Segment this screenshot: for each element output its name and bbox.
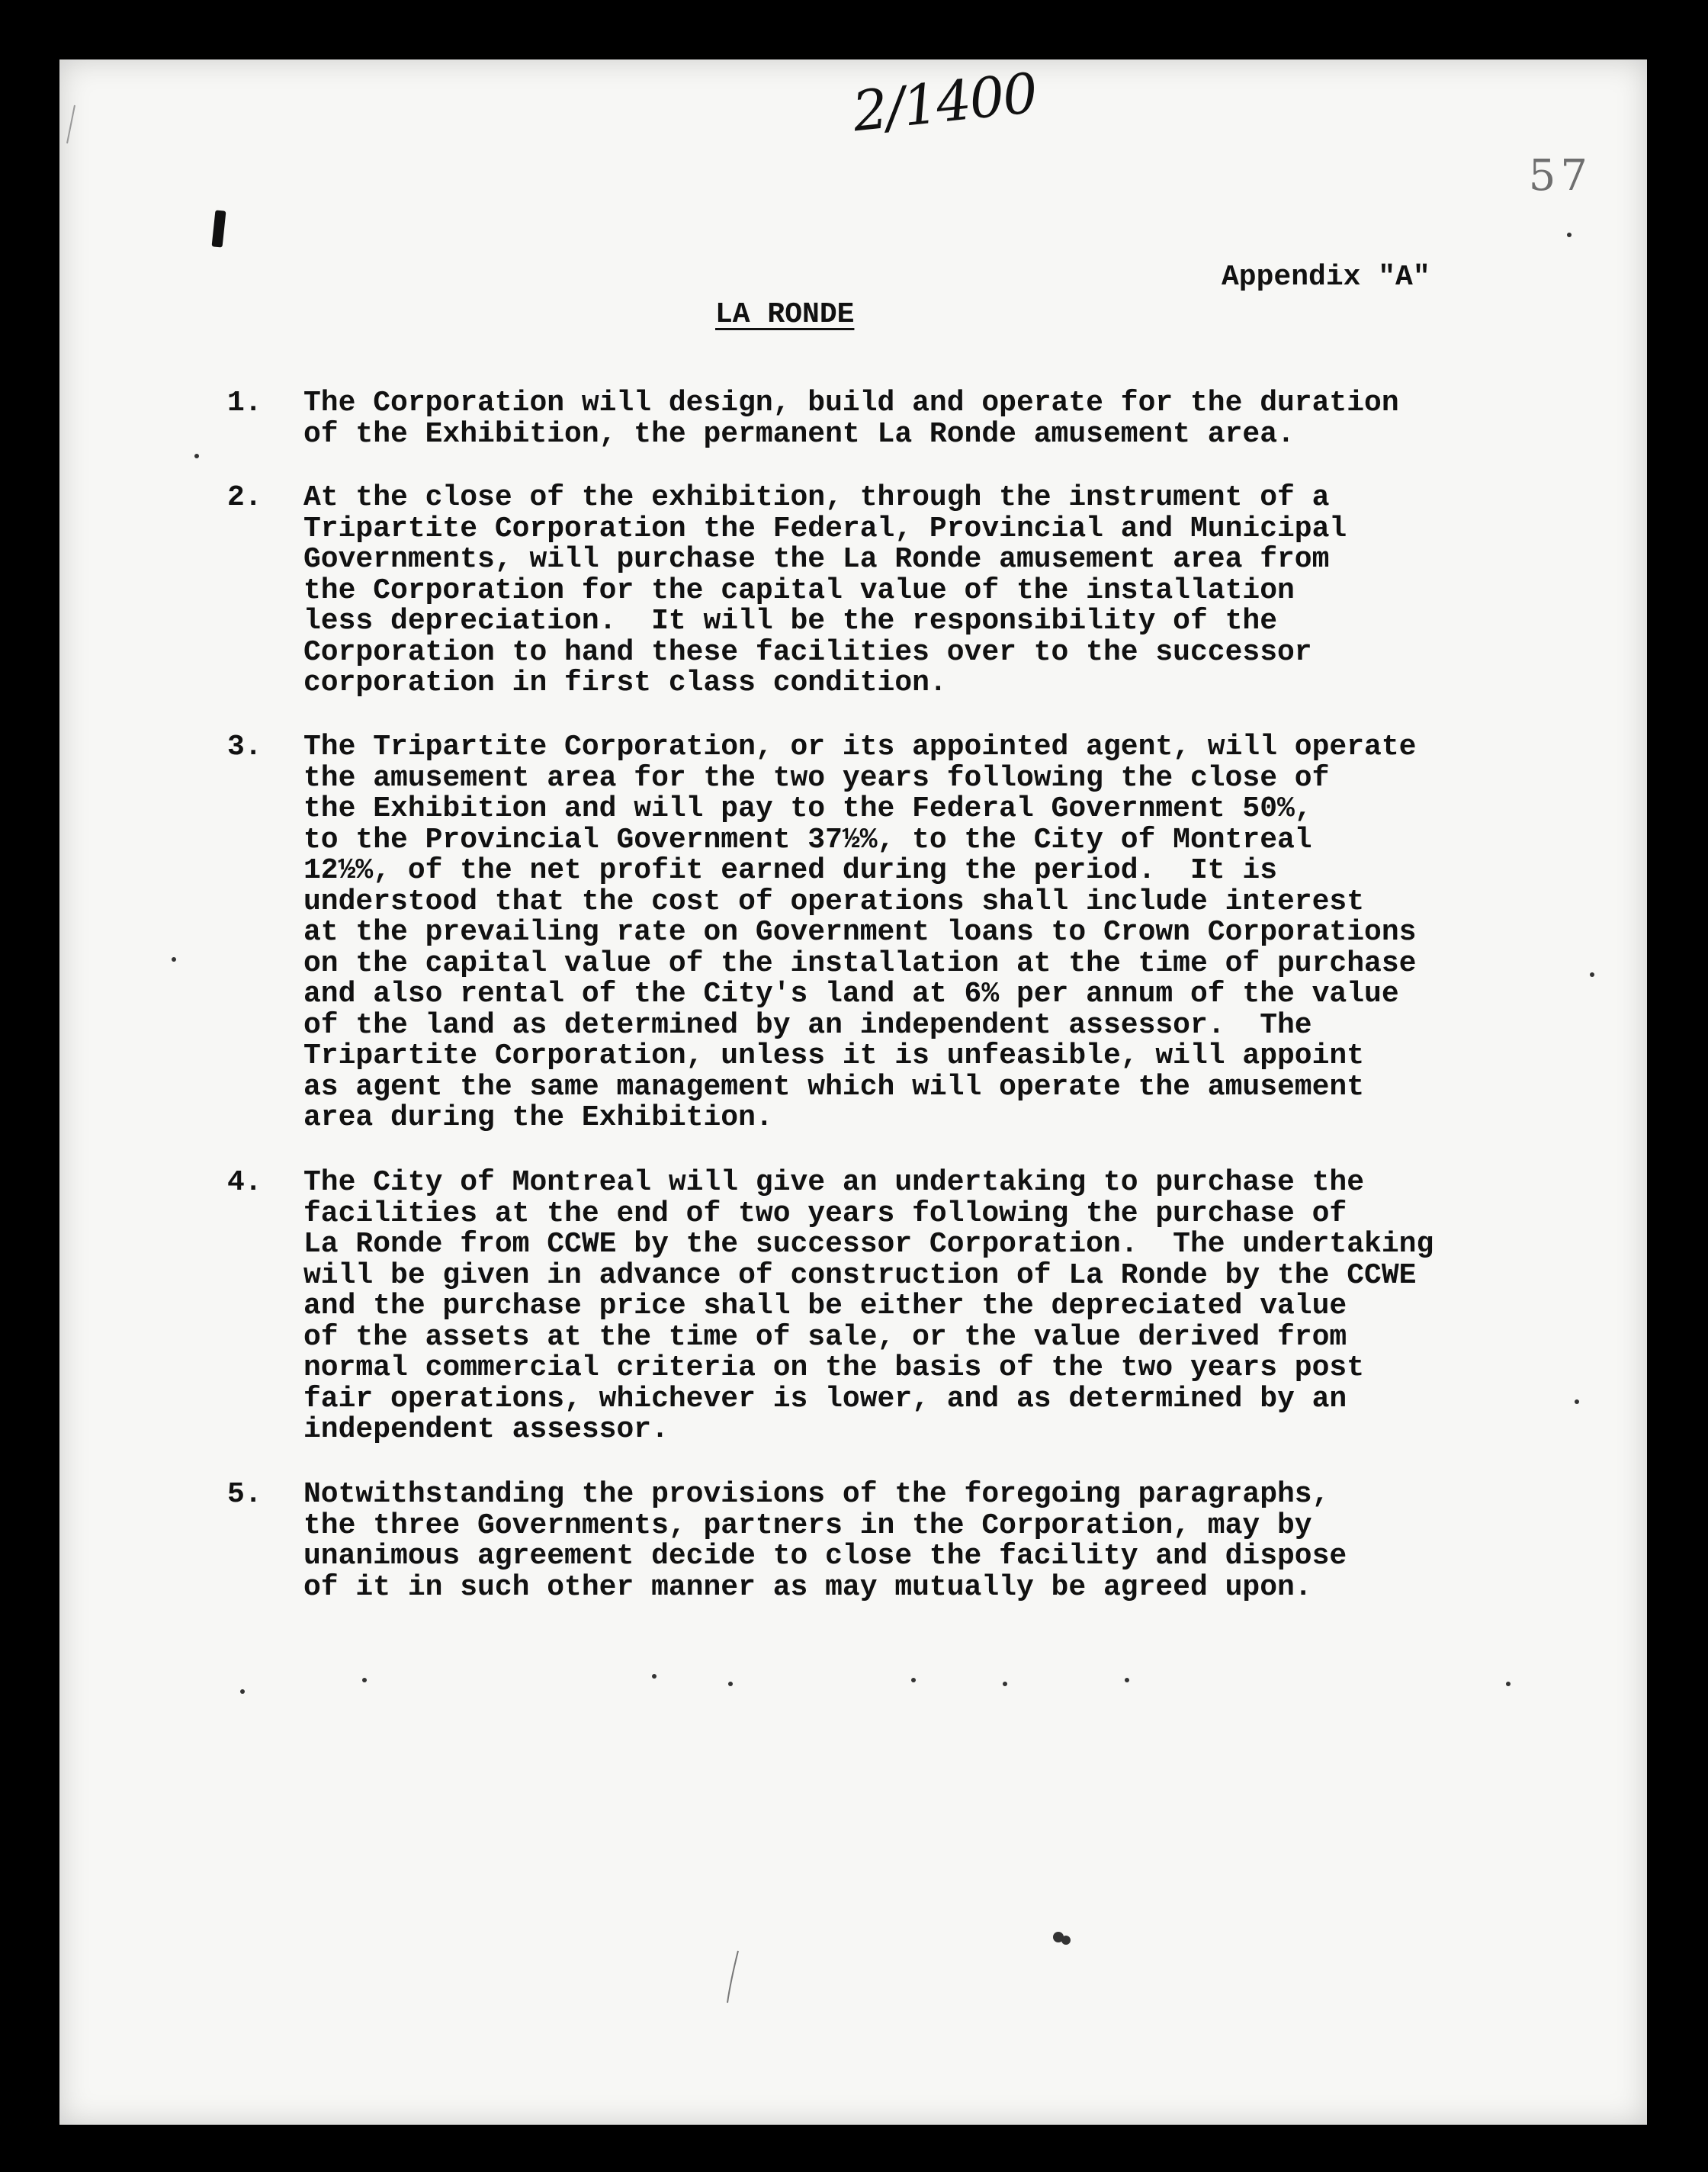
document-title: LA RONDE (715, 298, 855, 331)
text-line: Governments, will purchase the La Ronde amusement area from (303, 543, 1330, 576)
text-line: fair operations, whichever is lower, and as determined by an (303, 1382, 1347, 1415)
text-line: will be given in advance of construction of La Ronde by the CCWE (303, 1258, 1417, 1292)
document-page (59, 59, 1647, 2125)
page-number: 57 (1528, 151, 1592, 201)
text-line: and the purchase price shall be either the depreciated value (303, 1290, 1347, 1322)
text-line: of the Exhibition, the permanent La Ronde amusement area. (303, 417, 1295, 451)
text-line: the Exhibition and will pay to the Federal Government 50%, (303, 792, 1312, 825)
text-line: normal commercial criteria on the basis of the two years post (303, 1351, 1365, 1384)
text-line: to the Provincial Government 37½%, to the City of Montreal (303, 823, 1312, 856)
text-line: Notwithstanding the provisions of the foregoing paragraphs, (303, 1478, 1330, 1511)
text-line: on the capital value of the installation at the time of purchase (303, 946, 1417, 980)
text-line: the three Governments, partners in the Corporation, may by (303, 1509, 1312, 1542)
text-line: the Corporation for the capital value of the installation (303, 574, 1295, 607)
text-line: of it in such other manner as may mutually be agreed upon. (303, 1570, 1312, 1604)
text-line: understood that the cost of operations shall include interest (303, 885, 1365, 918)
text-line: of the land as determined by an independent assessor. The (303, 1008, 1312, 1042)
text-line: the amusement area for the two years following the close of (303, 761, 1330, 795)
paragraph-number: 5. (227, 1478, 262, 1511)
paragraph-number: 4. (227, 1166, 262, 1199)
text-line: The Corporation will design, build and operate for the duration (303, 387, 1399, 419)
text-line: as agent the same management which will operate the amusement (303, 1070, 1365, 1104)
scan-noise (59, 59, 1647, 2125)
paragraph-number: 3. (227, 731, 262, 763)
text-line: The City of Montreal will give an undertaking to purchase the (303, 1166, 1365, 1199)
text-line: less depreciation. It will be the responsibility of the (303, 605, 1278, 638)
text-line: Tripartite Corporation, unless it is unfeasible, will appoint (303, 1039, 1365, 1072)
text-line: of the assets at the time of sale, or the value derived from (303, 1320, 1347, 1354)
text-line: area during the Exhibition. (303, 1101, 773, 1134)
text-line: At the close of the exhibition, through the instrument of a (303, 481, 1330, 514)
text-line: at the prevailing rate on Government loans to Crown Corporations (303, 916, 1417, 949)
text-line: 12½%, of the net profit earned during the period. It is (303, 854, 1278, 887)
text-line: unanimous agreement decide to close the facility and dispose (303, 1540, 1347, 1573)
paragraph-number: 2. (227, 481, 262, 514)
text-line: and also rental of the City's land at 6% per annum of the value (303, 978, 1399, 1010)
text-line: Corporation to hand these facilities over to the successor (303, 635, 1312, 669)
text-line: La Ronde from CCWE by the successor Corporation. The undertaking (303, 1228, 1434, 1261)
text-line: independent assessor. (303, 1413, 669, 1446)
text-line: facilities at the end of two years following the purchase of (303, 1197, 1347, 1230)
text-line: corporation in first class condition. (303, 667, 947, 699)
paragraph-number: 1. (227, 387, 262, 419)
text-line: Tripartite Corporation the Federal, Provincial and Municipal (303, 512, 1347, 545)
appendix-label: Appendix "A" (1222, 261, 1430, 294)
text-line: The Tripartite Corporation, or its appointed agent, will operate (303, 731, 1417, 763)
handwritten-note: 2/1400 (849, 60, 1040, 144)
